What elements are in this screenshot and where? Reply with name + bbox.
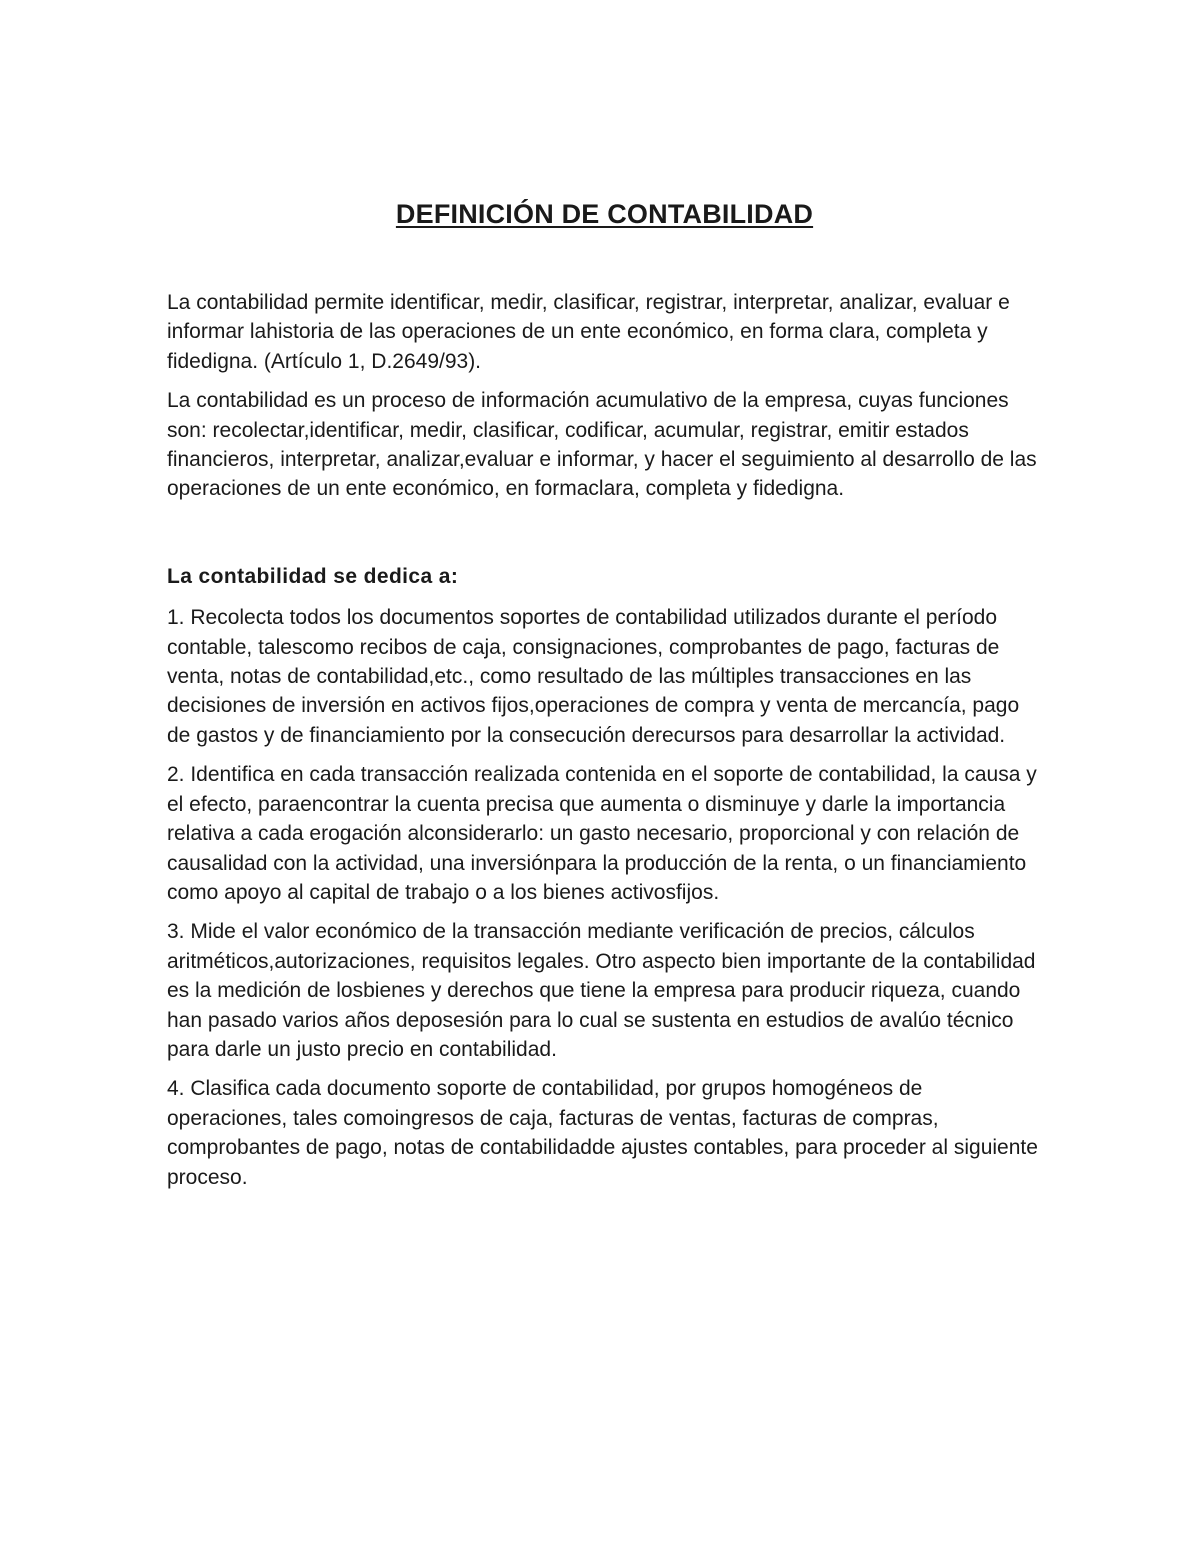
list-item-2: 2. Identifica en cada transacción realizada contenida en el soporte de contabilidad, la causa y el efecto, paraencontrar la cuenta precisa que aumenta o disminuye y darle la importancia relativa a cada erogación alconsiderarlo: un gasto necesario, proporcional y con relación de causalidad con la actividad, una inversiónpara la producción de la renta, o un financiamiento como apoyo al capital de trabajo o a los bienes activosfijos. [167,763,1037,904]
intro-paragraph-2: La contabilidad es un proceso de información acumulativo de la empresa, cuyas funciones son: recolectar,identificar, medir, clasificar, codificar, acumular, registrar, emitir estados financieros, interpretar, analizar,evaluar e informar, y hacer el seguimiento al desarrollo de las operaciones de un ente económico, en formaclara, completa y fidedigna. [167,389,1037,501]
section-spacer [167,514,1042,562]
intro-paragraph-1: La contabilidad permite identificar, medir, clasificar, registrar, interpretar, analizar, evaluar e informar lahistoria de las operaciones de un ente económico, en forma clara, completa y fidedigna. (Artículo 1, D.2649/93). [167,291,1010,373]
list-item-3: 3. Mide el valor económico de la transacción mediante verificación de precios, cálculos aritméticos,autorizaciones, requisitos legales. Otro aspecto bien importante de la contabilidad es la medición de losbienes y derechos que tiene la empresa para producir riqueza, cuando han pasado varios años deposesión para lo cual se sustenta en estudios de avalúo técnico para darle un justo precio en contabilidad. [167,920,1036,1061]
list-item-4: 4. Clasifica cada documento soporte de contabilidad, por grupos homogéneos de operaciones, tales comoingresos de caja, facturas de ventas, facturas de compras, comprobantes de pago, notas de contabilidadde ajustes contables, para proceder al siguiente proceso. [167,1077,1038,1189]
document-title: DEFINICIÓN DE CONTABILIDAD [395,199,814,229]
document-body [167,198,1042,1202]
section-heading: La contabilidad se dedica a: [167,564,459,588]
list-item-1: 1. Recolecta todos los documentos soportes de contabilidad utilizados durante el período contable, talescomo recibos de caja, consignaciones, comprobantes de pago, facturas de venta, notas de contabilidad,etc., como resultado de las múltiples transacciones en las decisiones de inversión en activos fijos,operaciones de compra y venta de mercancía, pago de gastos y de financiamiento por la consecución derecursos para desarrollar la actividad. [167,606,1020,747]
